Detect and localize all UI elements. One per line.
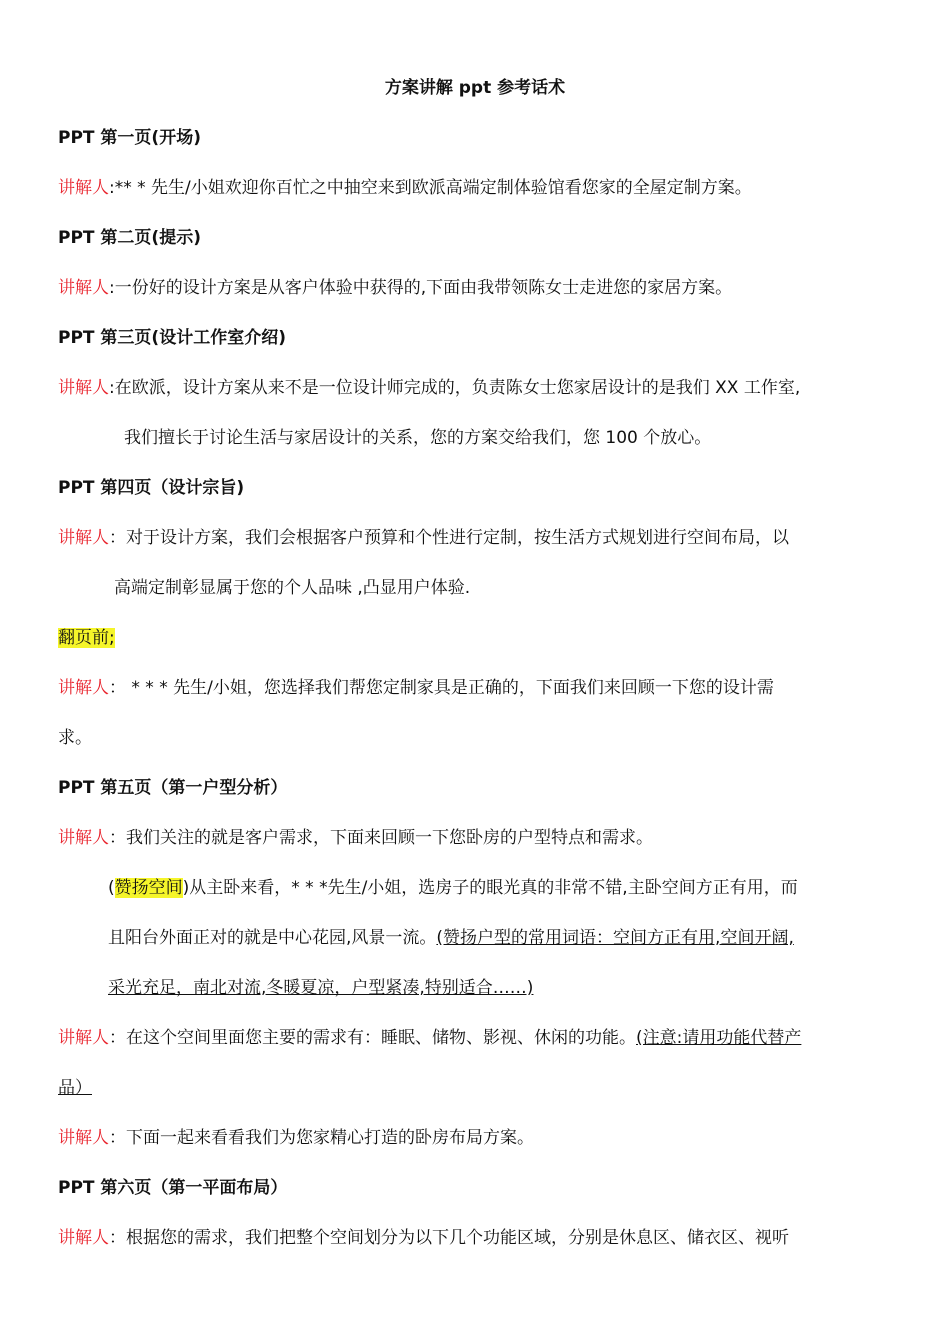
paragraph-page4-continued: 高端定制彰显属于您的个人品味 ,凸显用户体验.: [114, 578, 471, 598]
paragraph-page4-review-continued: 求。: [58, 728, 92, 748]
paragraph-text: ：下面一起来看看我们为您家精心打造的卧房布局方案。: [109, 1128, 534, 1148]
paragraph-page4: [58, 526, 908, 550]
open-paren: (: [108, 878, 115, 898]
paragraph-text: :** * 先生/小姐欢迎你百忙之中抽空来到欧派高端定制体验馆看您家的全屋定制方案。: [109, 178, 752, 198]
paragraph-text: 且阳台外面正对的就是中心花园,风景一流。: [108, 928, 437, 948]
paragraph-text: ： * * * 先生/小姐，您选择我们帮您定制家具是正确的，下面我们来回顾一下您的设计需: [109, 678, 774, 698]
paragraph-text: ：在这个空间里面您主要的需求有：睡眠、储物、影视、休闲的功能。: [109, 1028, 636, 1048]
paragraph-page6: [58, 1226, 908, 1250]
paragraph-page2: [58, 276, 908, 300]
speaker-label: 讲解人: [58, 1228, 109, 1248]
speaker-label: 讲解人: [58, 378, 109, 398]
speaker-label: 讲解人: [58, 178, 109, 198]
paragraph-page4-review: [58, 676, 908, 700]
paragraph-text: )从主卧来看，* * *先生/小姐，选房子的眼光真的非常不错,主卧空间方正有用，而: [182, 878, 798, 898]
paragraph-page5: [58, 826, 908, 850]
paragraph-page1: [58, 176, 908, 200]
paragraph-page5-praise: [108, 876, 908, 900]
speaker-label: 讲解人: [58, 678, 109, 698]
section-heading-page3: PPT 第三页(设计工作室介绍): [58, 328, 286, 348]
section-heading-page1: PPT 第一页(开场): [58, 128, 201, 148]
paragraph-text: ：对于设计方案，我们会根据客户预算和个性进行定制，按生活方式规划进行空间布局，以: [109, 528, 789, 548]
paragraph-page5-layout: [58, 1126, 908, 1150]
document-title: 方案讲解 ppt 参考话术: [384, 78, 566, 98]
section-heading-page6: PPT 第六页（第一平面布局）: [58, 1178, 288, 1198]
paragraph-text: :一份好的设计方案是从客户体验中获得的,下面由我带领陈女士走进您的家居方案。: [109, 278, 733, 298]
speaker-label: 讲解人: [58, 528, 109, 548]
underlined-note: 采光充足，南北对流,冬暖夏凉，户型紧凑,特别适合……): [108, 978, 534, 998]
paragraph-page5-needs-continued: [58, 1076, 908, 1100]
praise-tag: 赞扬空间: [114, 878, 183, 898]
section-heading-page4: PPT 第四页（设计宗旨): [58, 478, 245, 498]
paragraph-text: ：我们关注的就是客户需求，下面来回顾一下您卧房的户型特点和需求。: [109, 828, 653, 848]
speaker-label: 讲解人: [58, 278, 109, 298]
highlighted-note: 翻页前;: [58, 628, 115, 648]
flip-note: [58, 626, 908, 650]
paragraph-text: ：根据您的需求，我们把整个空间划分为以下几个功能区域，分别是休息区、储衣区、视听: [109, 1228, 789, 1248]
section-heading-page2: PPT 第二页(提示): [58, 228, 201, 248]
paragraph-page5-praise-words: [108, 976, 908, 1000]
paragraph-page3-continued: 我们擅长于讨论生活与家居设计的关系，您的方案交给我们，您 100 个放心。: [124, 428, 712, 448]
section-heading-page5: PPT 第五页（第一户型分析）: [58, 778, 288, 798]
underlined-note: (注意:请用功能代替产: [636, 1028, 802, 1048]
paragraph-page5-praise-continued: [108, 926, 908, 950]
paragraph-page5-needs: [58, 1026, 908, 1050]
speaker-label: 讲解人: [58, 1128, 109, 1148]
underlined-note: (赞扬户型的常用词语：空间方正有用,空间开阔,: [436, 928, 794, 948]
underlined-note: 品）: [58, 1078, 92, 1098]
paragraph-text: :在欧派，设计方案从来不是一位设计师完成的，负责陈女士您家居设计的是我们 XX 工作室,: [109, 378, 801, 398]
speaker-label: 讲解人: [58, 1028, 109, 1048]
paragraph-page3: [58, 376, 908, 400]
speaker-label: 讲解人: [58, 828, 109, 848]
